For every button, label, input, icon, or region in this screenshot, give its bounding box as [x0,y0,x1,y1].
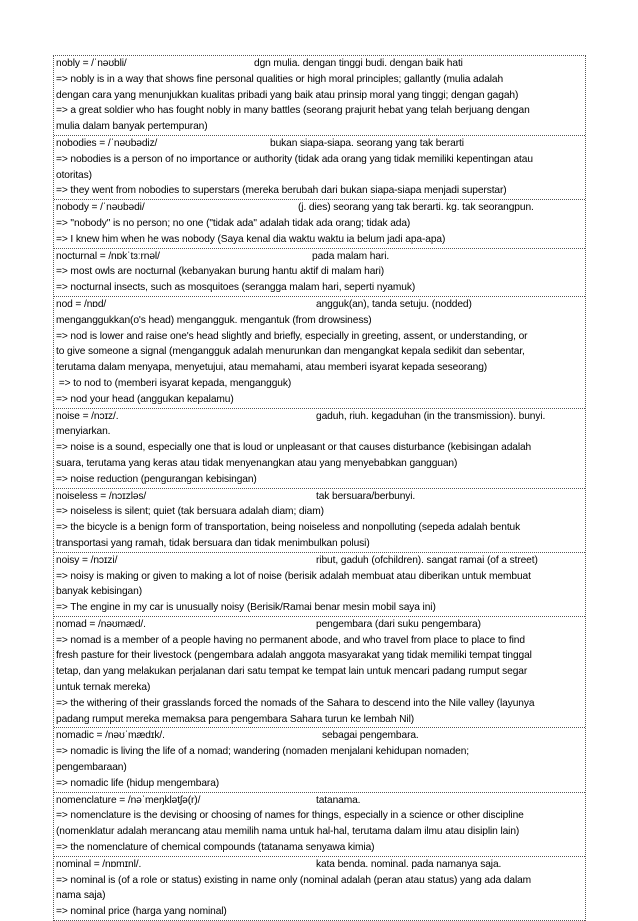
entry-header [54,249,585,265]
entry-text-line: => nomadic is living the life of a nomad; wandering (nomaden menjalani kehidupan nomaden; [56,746,470,758]
entry-text-line: => nocturnal insects, such as mosquitoes (serangga malam hari, seperti nyamuk) [56,282,416,294]
entry-header [54,200,585,216]
entry-text-line: padang rumput mereka memaksa para pengembara Sahara turun ke lembah Nil) [56,713,415,725]
dictionary-entry [54,297,585,409]
dictionary-entry [54,489,585,553]
entry-text-line: => noise is a sound, especially one that is loud or unpleasant or that causes disturbance (kebisingan adalah [56,442,532,454]
entry-headword: noise = /nɔɪz/. [56,410,119,422]
entry-text-line: => noisy is making or given to making a lot of noise (berisik adalah membuat atau diberikan untuk membuat [56,570,531,582]
entry-text-line: banyak kebisingan) [56,586,142,598]
entry-text-line: => noise reduction (pengurangan kebisingan) [56,473,257,485]
entry-headword: nomenclature = /nəˈmeŋklətʃə(r)/ [56,794,201,806]
entry-translation: pengembara (dari suku pengembara) [316,618,481,630]
entry-header [54,793,585,809]
entry-header [54,728,585,744]
entry-translation: sebagai pengembara. [322,730,419,742]
dictionary-entry [54,200,585,248]
entry-text-line: nama saja) [56,890,106,902]
entry-text-line: => the bicycle is a benign form of transportation, being noiseless and nonpolluting (sepeda adalah bentuk [56,522,521,534]
entry-headword: nobodies = /ˈnəʊbədiz/ [56,137,158,149]
entry-text-line: => nomenclature is the devising or choosing of names for things, especially in a science or other discipline [56,810,524,822]
entry-text-line: to give someone a signal (mengangguk adalah menurunkan dan mengangkat kepala sedikit dan sebentar, [56,346,525,358]
entry-text-line: => nod your head (anggukan kepalamu) [56,393,234,405]
entry-text-line: => nominal price (harga yang nominal) [56,906,227,918]
dictionary-entry [54,249,585,297]
entry-text-line: (nomenklatur adalah merancang atau memilih nama untuk hal-hal, terutama dalam ilmu atau disiplin lain) [56,826,520,838]
entry-text-line: => nomadic life (hidup mengembara) [56,777,220,789]
entry-translation: gaduh, riuh. kegaduhan (in the transmission). bunyi. [316,410,546,422]
entry-header [54,409,585,425]
entry-headword: nobly = /ˈnəʊbli/ [56,58,127,69]
entry-text-line: => noiseless is silent; quiet (tak bersuara adalah diam; diam) [56,506,324,518]
entry-text-line: untuk ternak mereka) [56,682,151,694]
entry-text-line: => the nomenclature of chemical compounds (tatanama senyawa kimia) [56,842,375,854]
entry-headword: nod = /nɒd/ [56,298,107,310]
entry-header [54,297,585,313]
dictionary-table [53,55,586,921]
dictionary-entry [54,553,585,617]
entry-text-line: => nomad is a member of a people having no permanent abode, and who travel from place to place to find [56,634,525,646]
entry-header [54,553,585,569]
entry-text-line: => The engine in my car is unusually noisy (Berisik/Ramai benar mesin mobil saya ini) [56,602,436,614]
entry-text-line: => the withering of their grasslands forced the nomads of the Sahara to descend into the Nile valley (layunya [56,697,535,709]
dictionary-entry [54,409,585,489]
entry-translation: ribut, gaduh (ofchildren). sangat ramai (of a street) [316,554,538,566]
dictionary-entry [54,857,585,921]
entry-translation: (j. dies) seorang yang tak berarti. kg. tak seorangpun. [298,202,534,214]
entry-translation: bukan siapa-siapa. seorang yang tak berarti [270,137,464,149]
entry-text-line: => a great soldier who has fought nobly in many battles (seorang prajurit hebat yang telah berjuang dengan [56,105,530,117]
entry-header [54,136,585,152]
entry-text-line: => "nobody" is no person; no one ("tidak ada" adalah tidak ada orang; tidak ada) [56,217,411,229]
entry-translation: angguk(an), tanda setuju. (nodded) [316,298,472,310]
dictionary-entry [54,728,585,792]
entry-text-line: terutama dalam menyapa, menyetujui, atau memahami, atau memberi isyarat kepada seseorang) [56,362,488,374]
entry-headword: noiseless = /nɔɪzləs/ [56,490,147,502]
entry-text-line: => nobly is in a way that shows fine personal qualities or high moral principles; gallantly (mulia adalah [56,73,504,85]
dictionary-entry [54,56,585,136]
entry-text-line: fresh pasture for their livestock (pengembara adalah anggota masyarakat yang tidak memiliki tempat tinggal [56,650,532,662]
entry-text-line: => most owls are nocturnal (kebanyakan burung hantu aktif di malam hari) [56,266,385,278]
entry-headword: nomadic = /nəʊˈmædɪk/. [56,730,165,742]
entry-translation: kata benda. nominal. pada namanya saja. [316,858,502,870]
entry-text-line: pengembaraan) [56,762,127,774]
entry-text-line: => nod is lower and raise one's head slightly and briefly, especially in greeting, assent, or understanding, or [56,330,528,342]
entry-headword: noisy = /nɔɪzi/ [56,554,118,566]
entry-translation: pada malam hari. [312,250,390,262]
entry-header [54,489,585,505]
entry-text-line: => to nod to (memberi isyarat kepada, mengangguk) [56,377,292,389]
entry-text-line: mulia dalam banyak pertempuran) [56,121,208,133]
entry-headword: nominal = /nɒmɪnl/. [56,858,142,870]
entry-translation: tak bersuara/berbunyi. [316,490,416,502]
entry-header [54,617,585,633]
entry-translation: dgn mulia. dengan tinggi budi. dengan baik hati [254,58,463,69]
entry-headword: nomad = /nəʊmæd/. [56,618,146,630]
entry-text-line: menganggukkan(o's head) mengangguk. mengantuk (from drowsiness) [56,314,372,326]
entry-text-line: => nominal is (of a role or status) existing in name only (nominal adalah (peran atau status) yang ada dalam [56,874,532,886]
entry-text-line: transportasi yang ramah, tidak bersuara dan tidak menimbulkan polusi) [56,537,370,549]
entry-header [54,56,585,72]
dictionary-entry [54,793,585,857]
entry-header [54,857,585,873]
entry-headword: nocturnal = /nɒkˈtɜːrnəl/ [56,250,160,262]
dictionary-entry [54,617,585,729]
entry-text-line: suara, terutama yang keras atau tidak menyenangkan atau yang menyebabkan gangguan) [56,457,458,469]
entry-translation: tatanama. [316,794,361,806]
entry-text-line: dengan cara yang menunjukkan kualitas pribadi yang baik atau prinsip moral yang tinggi; dengan gagah) [56,89,519,101]
dictionary-entry [54,136,585,200]
entry-text-line: => I knew him when he was nobody (Saya kenal dia waktu waktu ia belum jadi apa-apa) [56,233,446,245]
entry-headword: nobody = /ˈnəʊbədi/ [56,202,145,214]
entry-text-line: => they went from nobodies to superstars (mereka berubah dari bukan siapa-siapa menjadi superstar) [56,185,507,197]
entry-text-line: menyiarkan. [56,426,111,438]
entry-text-line: tetap, dan yang melakukan perjalanan dari satu tempat ke tempat lain untuk mencari padang rumput segar [56,666,528,678]
entry-text-line: otoritas) [56,169,92,181]
entry-text-line: => nobodies is a person of no importance or authority (tidak ada orang yang tidak memiliki kepentingan atau [56,153,533,165]
